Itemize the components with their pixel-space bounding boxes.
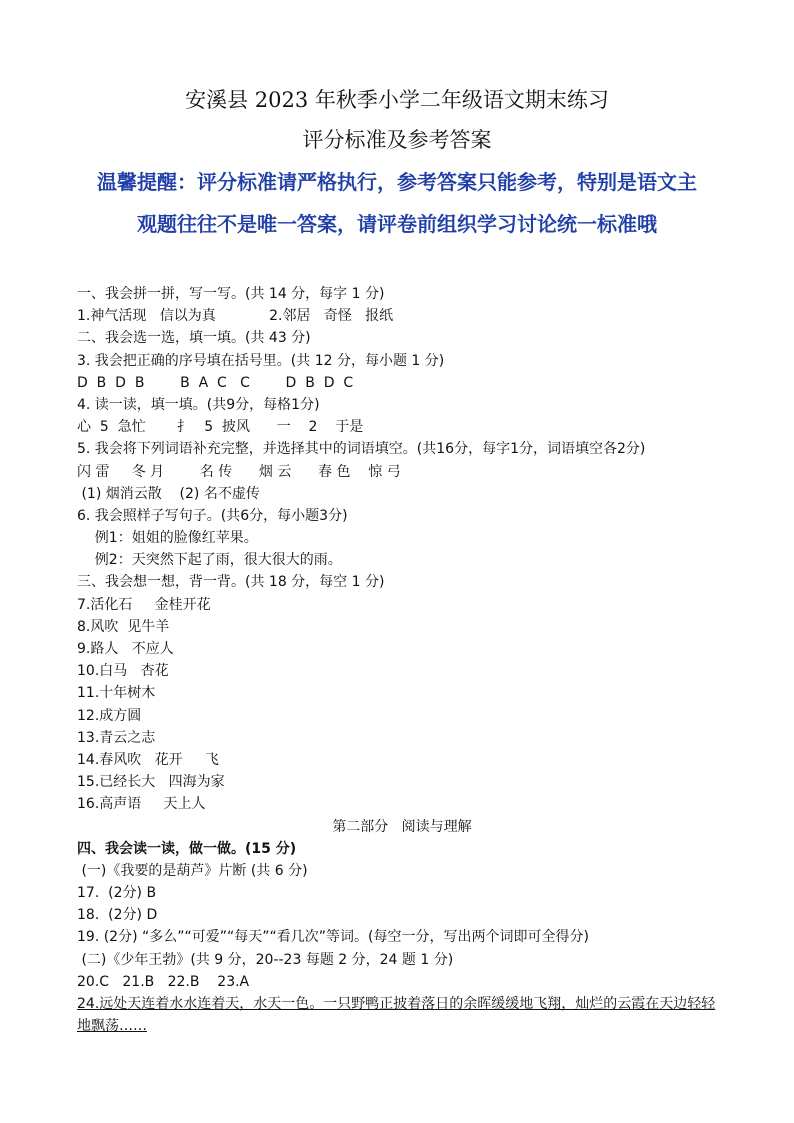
answer-line: 闪 雷 冬 月 名 传 烟 云 春 色 惊 弓 — [77, 463, 401, 480]
answer-line: 13.青云之志 — [77, 729, 156, 746]
answer-line: 20.C 21.B 22.B 23.A — [77, 973, 250, 990]
section-heading: 一、我会拼一拼，写一写。(共 14 分，每字 1 分) — [77, 286, 385, 302]
answer-content — [77, 283, 727, 1037]
reminder-line-2: 观题往往不是唯一答案，请评卷前组织学习讨论统一标准哦 — [137, 212, 657, 236]
part-two-heading: 第二部分 阅读与理解 — [332, 818, 472, 835]
underlined-answer-text: 24.远处天连着水水连着天，水天一色。一只野鸭正披着落日的余晖缓缓地飞翔，灿烂的云霞在天边轻轻地飘荡…… — [77, 996, 716, 1035]
answer-line: 例1：姐姐的脸像红苹果。 — [77, 530, 258, 547]
answer-line: 19. (2分) “多么”“可爱”“每天”“看几次”等词。(每空一分，写出两个词即可全得分) — [77, 929, 589, 946]
answer-line: 12.成方圆 — [77, 707, 142, 724]
answer-line: 16.高声语 天上人 — [77, 796, 206, 813]
answer-line-underlined — [77, 993, 727, 1037]
answer-line: 9.路人 不应人 — [77, 641, 174, 657]
question-heading: 6. 我会照样子写句子。(共6分，每小题3分) — [77, 507, 348, 524]
answer-line: 7.活化石 金桂开花 — [77, 596, 211, 613]
reminder-line-1: 温馨提醒：评分标准请严格执行，参考答案只能参考，特别是语文主 — [97, 170, 697, 194]
section-heading: 四、我会读一读，做一做。(15 分) — [77, 840, 297, 857]
answer-line: 10.白马 杏花 — [77, 663, 169, 680]
answer-line: 15.已经长大 四海为家 — [77, 774, 225, 791]
document-subtitle: 评分标准及参考答案 — [302, 128, 492, 152]
answer-line: 心 5 急忙 扌 5 披风 一 2 于是 — [77, 419, 364, 436]
answer-line: 1.神气活现 信以为真 2.邻居 奇怪 报纸 — [77, 308, 394, 325]
section-heading: 二、我会选一选，填一填。(共 43 分) — [77, 330, 311, 347]
question-heading: 4. 读一读，填一填。(共9分，每格1分) — [77, 396, 320, 413]
passage-heading: (一)《我要的是葫芦》片断 (共 6 分) — [77, 862, 308, 879]
answer-line: 18. (2分) D — [77, 907, 158, 924]
answer-line: 例2：天突然下起了雨，很大很大的雨。 — [77, 552, 342, 569]
passage-heading: (二)《少年王勃》(共 9 分，20--23 每题 2 分，24 题 1 分) — [77, 951, 454, 968]
document-title: 安溪县 2023 年秋季小学二年级语文期末练习 — [185, 88, 609, 112]
answer-line: 11.十年树木 — [77, 685, 156, 702]
answer-line: 17. (2分) B — [77, 885, 157, 902]
answer-line: 8.风吹 见牛羊 — [77, 618, 170, 635]
section-heading: 三、我会想一想，背一背。(共 18 分，每空 1 分) — [77, 574, 385, 591]
answer-line: 14.春风吹 花开 飞 — [77, 751, 219, 768]
answer-line: (1) 烟消云散 (2) 名不虚传 — [77, 485, 260, 502]
answer-line: D B D B B A C C D B D C — [77, 374, 354, 391]
question-heading: 5. 我会将下列词语补充完整，并选择其中的词语填空。(共16分，每字1分，词语填空各2分) — [77, 441, 646, 458]
question-heading: 3. 我会把正确的序号填在括号里。(共 12 分，每小题 1 分) — [77, 352, 445, 369]
